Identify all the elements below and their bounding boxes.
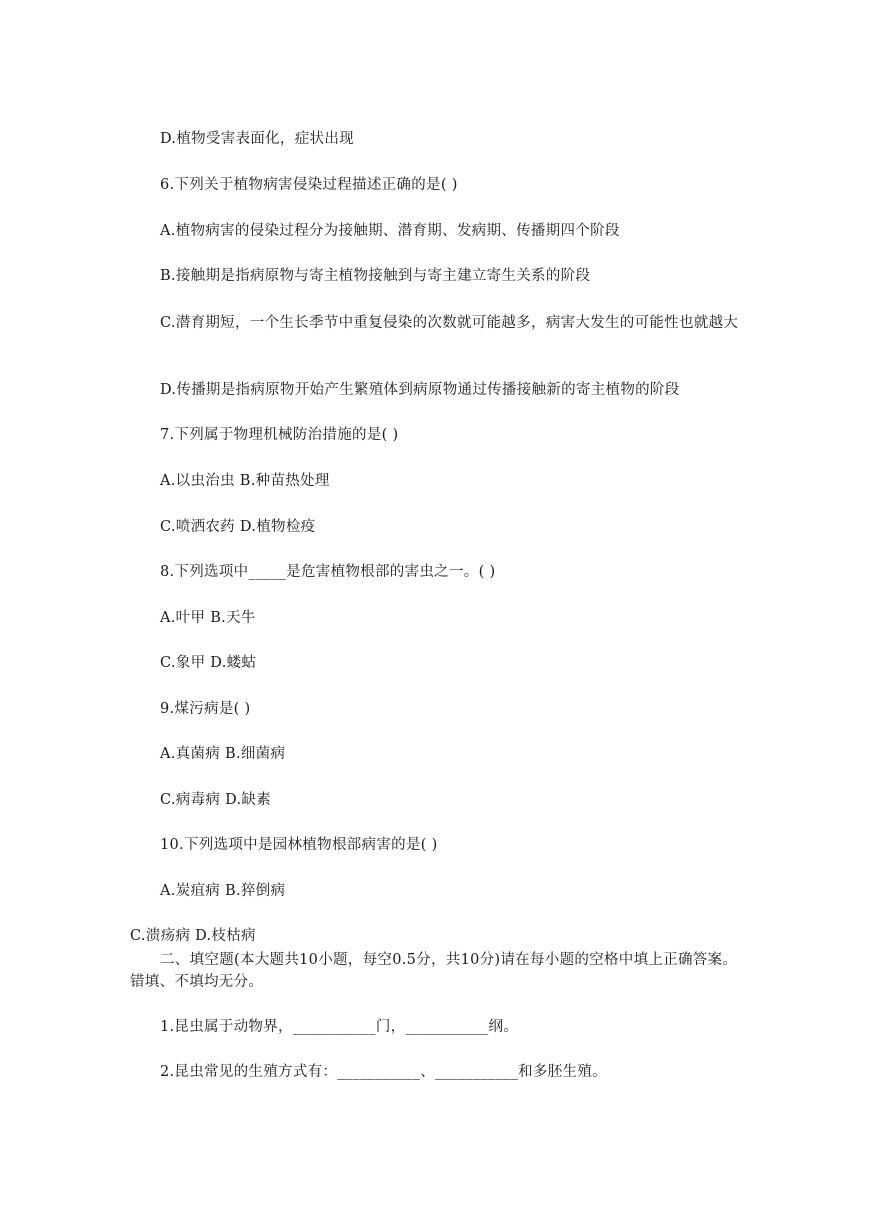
option-line: C.溃疡病 D.枝枯病 — [130, 928, 256, 944]
fill-blank-line: 1.昆虫属于动物界，___________门，___________纲。 — [160, 1019, 519, 1035]
option-line: C.病毒病 D.缺素 — [160, 792, 272, 808]
question-line: 9.煤污病是( ) — [160, 701, 251, 717]
option-line: D.植物受害表面化，症状出现 — [160, 131, 354, 147]
option-line: D.传播期是指病原物开始产生繁殖体到病原物通过传播接触新的寄主植物的阶段 — [160, 382, 680, 398]
fill-blank-line: 2.昆虫常见的生殖方式有：___________、___________和多胚生殖。 — [160, 1064, 607, 1080]
option-line: A.叶甲 B.天牛 — [160, 610, 256, 626]
section-heading: 二、填空题(本大题共10小题，每空0.5分，共10分)请在每小题的空格中填上正确答案。错填、不填均无分。 — [130, 952, 738, 990]
option-line: A.真菌病 B.细菌病 — [160, 746, 286, 762]
question-line: 8.下列选项中_____是危害植物根部的害虫之一。( ) — [160, 564, 496, 580]
question-line: 6.下列关于植物病害侵染过程描述正确的是( ) — [160, 177, 458, 193]
option-line: A.植物病害的侵染过程分为接触期、潜育期、发病期、传播期四个阶段 — [160, 223, 620, 239]
option-line: C.象甲 D.蝼蛄 — [160, 655, 257, 671]
option-line: A.炭疽病 B.猝倒病 — [160, 883, 286, 899]
question-line: 7.下列属于物理机械防治措施的是( ) — [160, 427, 399, 443]
question-line: 10.下列选项中是园林植物根部病害的是( ) — [160, 837, 438, 853]
option-line: A.以虫治虫 B.种苗热处理 — [160, 473, 330, 489]
option-line: C.喷洒农药 D.植物检疫 — [160, 519, 316, 535]
option-line: C.潜育期短，一个生长季节中重复侵染的次数就可能越多，病害大发生的可能性也就越大 — [160, 315, 739, 331]
option-line: B.接触期是指病原物与寄主植物接触到与寄主建立寄生关系的阶段 — [160, 268, 591, 284]
